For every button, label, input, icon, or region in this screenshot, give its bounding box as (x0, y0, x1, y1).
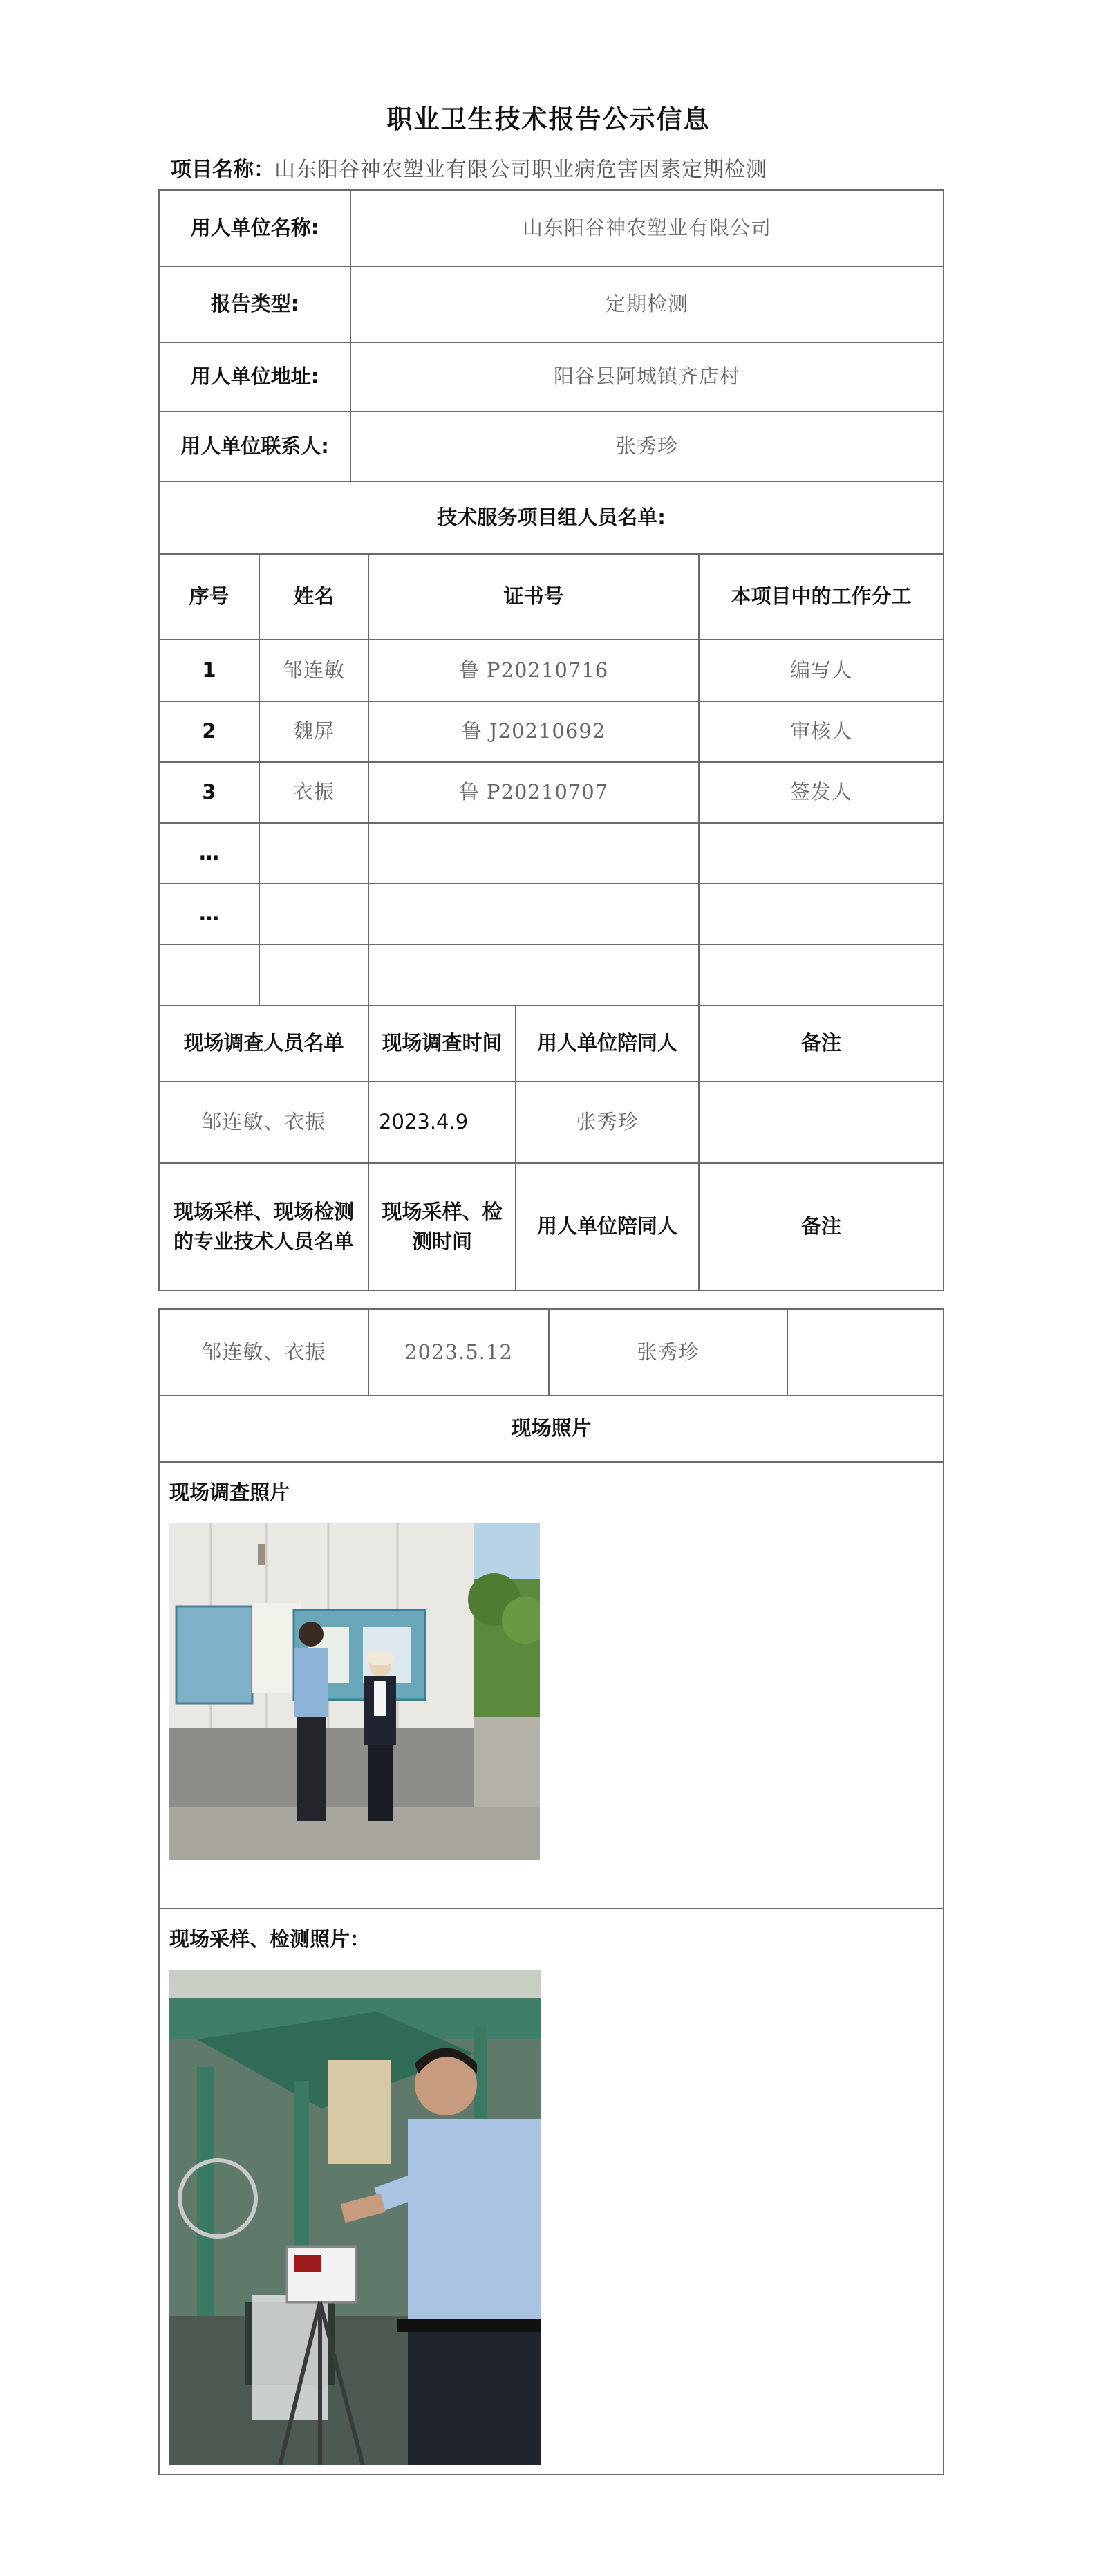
survey-note (699, 1082, 944, 1163)
survey-escort: 张秀珍 (516, 1082, 699, 1163)
table-row (159, 823, 944, 884)
survey-header-note: 备注 (699, 1006, 944, 1082)
team-member-name (259, 823, 368, 884)
survey-time: 2023.4.9 (368, 1082, 516, 1163)
table-row (159, 701, 944, 762)
team-member-cert: 鲁 P20210707 (368, 762, 699, 823)
team-member-role (699, 945, 944, 1006)
team-member-role (699, 884, 944, 945)
survey-names: 邹连敏、衣振 (159, 1082, 368, 1163)
survey-header-row (159, 1006, 944, 1082)
sampling-header-escort: 用人单位陪同人 (516, 1163, 699, 1290)
team-member-cert (368, 823, 699, 884)
sampling-escort: 张秀珍 (549, 1309, 787, 1396)
team-member-name: 邹连敏 (259, 640, 368, 701)
team-title: 技术服务项目组人员名单: (159, 481, 944, 554)
report-type-label: 报告类型: (159, 266, 350, 342)
team-member-cert: 鲁 J20210692 (368, 701, 699, 762)
sampling-names: 邹连敏、衣振 (159, 1309, 368, 1396)
survey-header-names: 现场调查人员名单 (159, 1006, 368, 1082)
photos-title-row (159, 1396, 944, 1462)
sampling-data-row (159, 1309, 944, 1396)
team-title-row (159, 481, 944, 554)
info-row-address (159, 342, 944, 411)
team-header-name: 姓名 (259, 554, 368, 640)
team-member-name (259, 945, 368, 1006)
sampling-photo-table (158, 1308, 944, 2475)
page-title: 职业卫生技术报告公示信息 (386, 104, 711, 134)
team-member-cert (368, 945, 699, 1006)
survey-header-escort: 用人单位陪同人 (516, 1006, 699, 1082)
team-no: 2 (159, 701, 259, 762)
company-label: 用人单位名称: (159, 190, 350, 266)
team-header-no: 序号 (159, 554, 259, 640)
sampling-photo-row (159, 1909, 944, 2474)
sampling-photo-label: 现场采样、检测照片： (169, 1927, 371, 1951)
survey-data-row (159, 1082, 944, 1163)
team-no: 3 (159, 762, 259, 823)
address-value: 阳谷县阿城镇齐店村 (350, 342, 944, 411)
team-member-role: 签发人 (699, 762, 944, 823)
team-header-row (159, 554, 944, 640)
address-label: 用人单位地址: (159, 342, 350, 411)
survey-photo (169, 1523, 540, 1860)
table-row (159, 945, 944, 1006)
report-type-value: 定期检测 (350, 266, 944, 342)
team-member-role: 审核人 (699, 701, 944, 762)
info-row-contact (159, 411, 944, 481)
table-row (159, 884, 944, 945)
survey-photo-label: 现场调查照片 (169, 1481, 290, 1504)
team-no: … (159, 884, 259, 945)
sampling-header-note: 备注 (699, 1163, 944, 1290)
table-row (159, 762, 944, 823)
photos-title: 现场照片 (159, 1396, 944, 1462)
team-member-cert (368, 884, 699, 945)
table-row (159, 640, 944, 701)
team-header-cert: 证书号 (368, 554, 699, 640)
sampling-photo (169, 1970, 541, 2465)
team-no: … (159, 823, 259, 884)
team-member-name (259, 884, 368, 945)
project-name-label: 项目名称： (171, 158, 274, 182)
sampling-photo-cell (159, 1909, 944, 2474)
project-name-value: 山东阳谷神农塑业有限公司职业病危害因素定期检测 (274, 158, 767, 182)
team-member-name: 魏屏 (259, 701, 368, 762)
team-header-role: 本项目中的工作分工 (699, 554, 944, 640)
team-no: 1 (159, 640, 259, 701)
sampling-header-row (159, 1163, 944, 1290)
project-name-line (171, 152, 767, 183)
info-row-report-type (159, 266, 944, 342)
sampling-header-names: 现场采样、现场检测的专业技术人员名单 (159, 1163, 368, 1290)
sampling-time: 2023.5.12 (368, 1309, 549, 1396)
company-value: 山东阳谷神农塑业有限公司 (350, 190, 944, 266)
team-member-role (699, 823, 944, 884)
report-info-table (158, 189, 944, 1291)
team-member-cert: 鲁 P20210716 (368, 640, 699, 701)
survey-photo-row (159, 1462, 944, 1909)
team-no (159, 945, 259, 1006)
contact-label: 用人单位联系人: (159, 411, 350, 481)
survey-header-time: 现场调查时间 (368, 1006, 516, 1082)
contact-value: 张秀珍 (350, 411, 944, 481)
info-row-company (159, 190, 944, 266)
survey-photo-cell (159, 1462, 944, 1909)
sampling-header-time: 现场采样、检测时间 (368, 1163, 516, 1290)
team-member-name: 衣振 (259, 762, 368, 823)
sampling-note (787, 1309, 944, 1396)
team-member-role: 编写人 (699, 640, 944, 701)
